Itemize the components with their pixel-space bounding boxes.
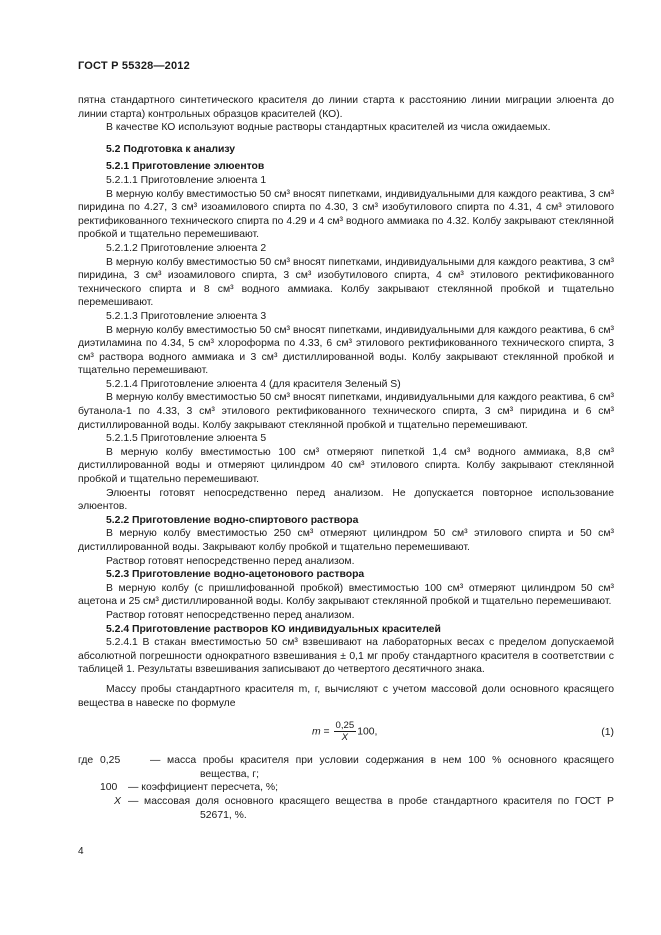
paragraph: В мерную колбу вместимостью 100 см³ отмеряют пипеткой 1,4 см³ водного аммиака, 8,8 см³ дистиллированной воды и отмеряют цилиндром 40 см³ этилового спирта. Колбу закрывают стеклянной пробкой и тщательно перемешивают.: [78, 446, 614, 486]
section-heading: 5.2.4 Приготовление растворов КО индивидуальных красителей: [106, 623, 441, 635]
paragraph: Массу пробы стандартного красителя m, г, вычисляют с учетом массовой доли основного красящего вещества в навеске по формуле: [78, 683, 614, 709]
section-heading: 5.2.2 Приготовление водно-спиртового раствора: [106, 514, 359, 526]
paragraph: В качестве КО используют водные растворы стандартных красителей из числа ожидаемых.: [106, 122, 551, 134]
paragraph: 5.2.4.1 В стакан вместимостью 50 см³ взвешивают на лабораторных весах с пределом допускаемой абсолютной погрешности однократного взвешивания ± 0,1 мг пробу стандартного красителя в соответствии с таблицей 1. Результаты взвешивания записывают до четвертого десятичного знака.: [78, 637, 614, 676]
definition-item: [78, 795, 614, 822]
formula-number: (1): [601, 727, 614, 739]
document-header: ГОСТ Р 55328—2012: [78, 60, 190, 72]
definition-symbol: 100: [100, 782, 118, 794]
paragraph: 5.2.1.5 Приготовление элюента 5: [106, 433, 267, 445]
page-number: 4: [78, 846, 84, 857]
formula-denominator: X: [341, 732, 349, 744]
paragraph: Раствор готовят непосредственно перед анализом.: [106, 555, 355, 567]
definition-item: [78, 781, 614, 795]
paragraph: Элюенты готовят непосредственно перед анализом. Не допускается повторное использование элюентов.: [78, 487, 614, 513]
paragraph-list: [78, 94, 614, 710]
paragraph: В мерную колбу вместимостью 50 см³ вносят пипетками, индивидуальными для каждого реактива, 6 см³ диэтиламина по 4.34, 5 см³ хлороформа по 4.33, 6 см³ этилового ректификованного технического спирта, 3 см³ раствора водного аммиака и 3 см³ дистиллированной воды. Колбу закрывают стеклянной пробкой и тщательно перемешивают.: [78, 324, 614, 377]
definition-list: [78, 754, 614, 822]
formula-factor: 100,: [357, 726, 378, 738]
formula: [78, 716, 614, 750]
paragraph: В мерную колбу вместимостью 50 см³ вносят пипетками, индивидуальными для каждого реактива, 6 см³ бутанола-1 по 4.33, 3 см³ этилового ректификованного технического спирта, 3 см³ пиридина и 6 см³ дистиллированной воды. Колбу закрывают стеклянной пробкой и тщательно перемешивают.: [78, 392, 614, 431]
paragraph: пятна стандартного синтетического красителя до линии старта к расстоянию линии миграции элюента до линии старта) контрольных образцов красителей (КО).: [78, 95, 614, 120]
definition-prefix: где: [78, 755, 94, 767]
paragraph: 5.2.1.3 Приготовление элюента 3: [106, 310, 267, 322]
definition-item: [78, 754, 614, 781]
section-heading: 5.2 Подготовка к анализу: [106, 143, 236, 155]
paragraph: 5.2.1.4 Приготовление элюента 4 (для красителя Зеленый S): [106, 378, 401, 390]
formula-equals: =: [323, 726, 330, 738]
formula-fraction: [334, 720, 357, 743]
paragraph: В мерную колбу вместимостью 250 см³ отмеряют цилиндром 50 см³ этилового спирта и 50 см³ дистиллированной воды. Закрывают колбу пробкой и тщательно перемешивают.: [78, 528, 614, 553]
document-body: [78, 94, 614, 822]
formula-numerator: 0,25: [335, 720, 355, 732]
section-heading: 5.2.1 Приготовление элюентов: [106, 161, 265, 173]
formula-expression: [312, 720, 377, 743]
formula-lhs: m: [312, 726, 321, 738]
definition-text: — коэффициент пересчета, %;: [128, 782, 279, 794]
definition-symbol: X: [114, 795, 121, 807]
paragraph: Раствор готовят непосредственно перед анализом.: [106, 609, 355, 621]
paragraph: В мерную колбу вместимостью 50 см³ вносят пипетками, индивидуальными для каждого реактива, 3 см³ пиридина по 4.27, 3 см³ изоамилового спирта по 4.30, 3 см³ изобутилового спирта по 4.31, 4 см³ этилового ректификованного технического спирта по 4.29 и 4 см³ водного аммиака по 4.32. Колбу закрывают стеклянной пробкой и тщательно перемешивают.: [78, 188, 614, 241]
definition-text: — масса пробы красителя при условии содержания в нем 100 % основного красящего вещества, г;: [150, 755, 614, 780]
definition-text: — массовая доля основного красящего вещества в пробе стандартного красителя по ГОСТ Р 52671, %.: [128, 795, 614, 821]
paragraph: В мерную колбу вместимостью 50 см³ вносят пипетками, индивидуальными для каждого реактива, 3 см³ пиридина, 3 см³ изоамилового спирта, 3 см³ изобутилового спирта, 4 см³ этилового ректификованного технического спирта и 8 см³ водного аммиака. Колбу закрывают стеклянной пробкой и тщательно перемешивают.: [78, 256, 614, 309]
definition-symbol: 0,25: [100, 755, 121, 767]
paragraph: 5.2.1.1 Приготовление элюента 1: [106, 174, 267, 186]
section-heading: 5.2.3 Приготовление водно-ацетонового раствора: [106, 569, 365, 581]
paragraph: В мерную колбу (с пришлифованной пробкой) вместимостью 100 см³ отмеряют цилиндром 50 см³ ацетона и 25 см³ дистиллированной воды. Колбу закрывают стеклянной пробкой и тщательно перемешивают.: [78, 582, 614, 608]
paragraph: 5.2.1.2 Приготовление элюента 2: [106, 242, 267, 254]
